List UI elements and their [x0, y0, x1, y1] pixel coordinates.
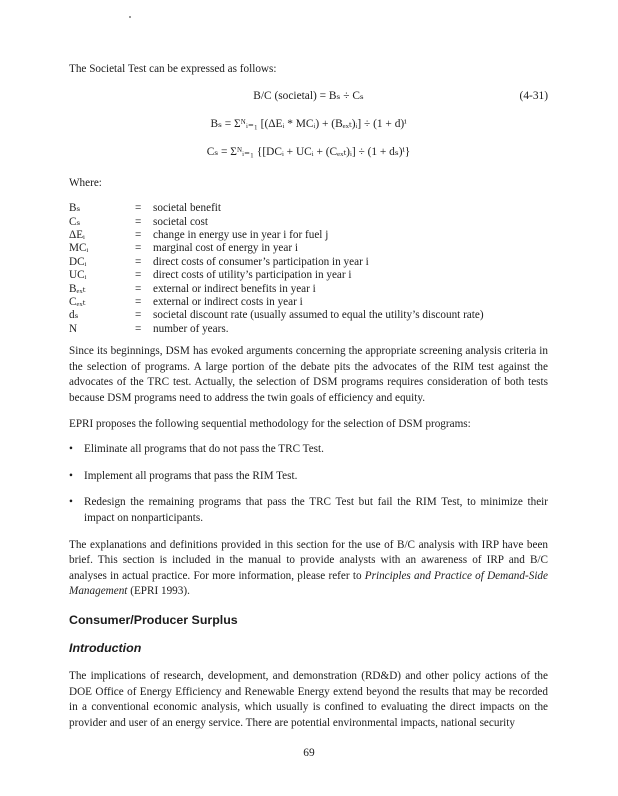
definition-row	[69, 216, 548, 229]
where-label: Where:	[69, 176, 102, 189]
definition-equals: =	[135, 202, 142, 215]
equation-societal-cost	[69, 144, 548, 161]
definition-equals: =	[135, 309, 142, 322]
definition-meaning: change in energy use in year i for fuel j	[153, 229, 329, 241]
definition-symbol: dₛ	[69, 309, 79, 322]
bullet-item-trc	[69, 442, 548, 458]
definition-equals: =	[135, 282, 142, 295]
closing-text-after: (EPRI 1993).	[127, 585, 190, 598]
symbol-definitions-list	[69, 202, 548, 336]
definition-meaning: marginal cost of energy in year i	[153, 242, 298, 255]
definition-equals: =	[135, 322, 142, 335]
paragraph-epri-intro: EPRI proposes the following sequential methodology for the selection of DSM programs:	[69, 417, 471, 430]
bullet-icon: •	[69, 496, 73, 509]
bullet-item-redesign	[69, 495, 548, 526]
definition-row	[69, 256, 548, 269]
closing-text-before: The explanations and definitions provided in this section for the use of B/C analysis with IRP have been brief. This section is included in the manual to provide analysts with an awareness of IRP and B/C analyses in actual practice. For more information, please refer to	[69, 538, 548, 582]
equation-societal-benefit	[69, 116, 548, 133]
bullet-icon: •	[69, 443, 73, 456]
definition-meaning: external or indirect benefits in year i	[153, 282, 316, 295]
definition-meaning: direct costs of consumer’s participation in year i	[153, 255, 369, 268]
definition-row	[69, 296, 548, 309]
definition-meaning: direct costs of utility’s participation in year i	[153, 269, 352, 282]
definition-row	[69, 309, 548, 322]
section-heading-consumer-producer-surplus: Consumer/Producer Surplus	[69, 612, 238, 627]
bullet-text: Implement all programs that pass the RIM Test.	[84, 469, 298, 482]
equation-number: (4-31)	[519, 89, 548, 102]
definition-row	[69, 269, 548, 282]
equation-text: B/C (societal) = Bₛ ÷ Cₛ	[253, 89, 364, 102]
definition-equals: =	[135, 296, 142, 309]
definition-row	[69, 323, 548, 336]
page-content	[69, 62, 548, 731]
definition-symbol: ΔEᵢ	[69, 229, 85, 241]
definition-meaning: societal cost	[153, 215, 208, 228]
intro-sentence: The Societal Test can be expressed as follows:	[69, 63, 277, 75]
definition-symbol: DCᵢ	[69, 255, 87, 268]
definition-row	[69, 283, 548, 296]
subsection-heading-introduction: Introduction	[69, 640, 142, 655]
definition-equals: =	[135, 242, 142, 255]
definition-symbol: Cₑₓₜ	[69, 296, 86, 309]
definition-symbol: UCᵢ	[69, 269, 87, 282]
definition-row	[69, 242, 548, 255]
definition-symbol: N	[69, 322, 78, 335]
definition-meaning: number of years.	[153, 322, 229, 335]
equation-societal-bc	[69, 88, 548, 105]
definition-equals: =	[135, 269, 142, 282]
definition-meaning: external or indirect costs in year i	[153, 296, 303, 309]
bullet-text: Eliminate all programs that do not pass the TRC Test.	[84, 443, 324, 456]
definition-row	[69, 202, 548, 215]
definition-equals: =	[135, 215, 142, 228]
definition-symbol: Bₛ	[69, 202, 81, 215]
definition-meaning: societal discount rate (usually assumed to equal the utility’s discount rate)	[153, 309, 484, 322]
paragraph-dsm-debate: Since its beginnings, DSM has evoked arguments concerning the appropriate screening analysis criteria in the selection of programs. A large portion of the debate pits the advocates of the RIM test against the advocates of the TRC test. Actually, the selection of DSM programs requires consideration of both tests because DSM programs need to address the twin goals of efficiency and equity.	[69, 345, 548, 405]
equation-text: Cₛ = Σᴺᵢ₌₁ {[DCᵢ + UCᵢ + (Cₑₓₜ)ᵢ] ÷ (1 + dₛ)ⁱ}	[206, 145, 411, 158]
definition-equals: =	[135, 229, 142, 241]
definition-symbol: Cₛ	[69, 215, 81, 228]
definition-row	[69, 229, 548, 242]
definition-symbol: MCᵢ	[69, 242, 89, 255]
paragraph-closing	[69, 538, 548, 600]
page-number: 69	[303, 747, 315, 759]
definition-equals: =	[135, 255, 142, 268]
bullet-item-rim	[69, 469, 548, 485]
definition-meaning: societal benefit	[153, 202, 222, 215]
definition-symbol: Bₑₓₜ	[69, 282, 86, 295]
paragraph-rdd-implications: The implications of research, development, and demonstration (RD&D) and other policy actions of the DOE Office of Energy Efficiency and Renewable Energy extend beyond the results that may be recorded in a conventional economic analysis, which usually is confined to evaluating the direct impacts on the provider and user of an energy service. There are potential environmental impacts, national security	[69, 669, 548, 729]
book-title: Principles and Practice of Demand-Side Management	[69, 569, 548, 598]
bullet-icon: •	[69, 469, 73, 482]
scan-artifact-dot	[129, 16, 131, 18]
equation-text: Bₛ = Σᴺᵢ₌₁ [(ΔEᵢ * MCᵢ) + (Bₑₓₜ)ᵢ] ÷ (1 + d)ⁱ	[210, 117, 407, 130]
bullet-text: Redesign the remaining programs that pass the TRC Test but fail the RIM Test, to minimize their impact on nonparticipants.	[84, 496, 548, 524]
